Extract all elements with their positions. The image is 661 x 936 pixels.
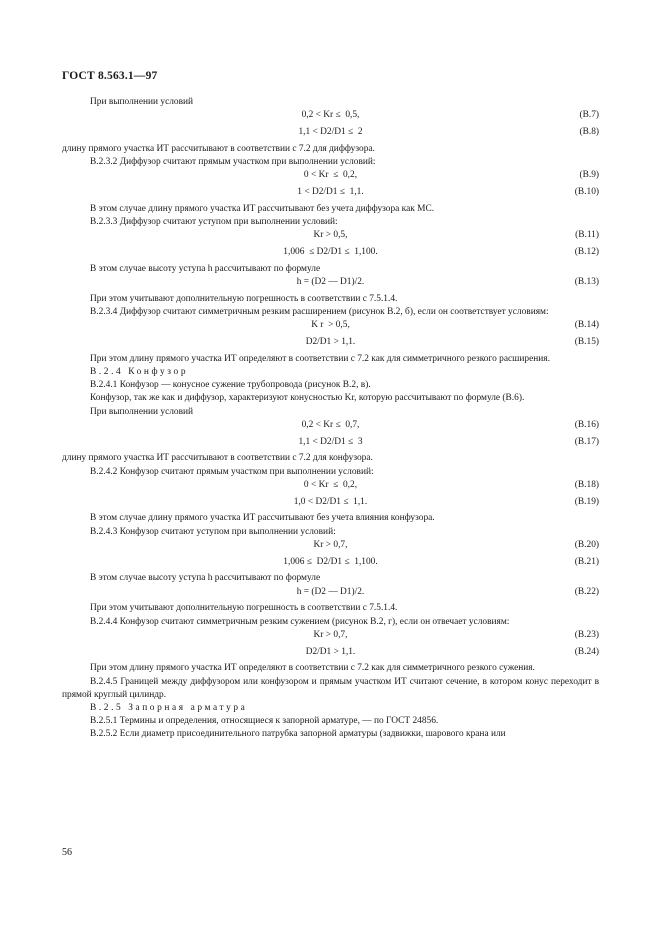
paragraph bbox=[62, 306, 599, 319]
equation-row bbox=[62, 229, 599, 246]
equation-formula: h = (D2 — D1)/2. bbox=[296, 586, 365, 597]
paragraph bbox=[62, 143, 599, 156]
paragraph-text: В этом случае длину прямого участка ИТ рассчитывают без учета влияния конфузора. bbox=[90, 513, 435, 524]
equation-row bbox=[62, 646, 599, 663]
section-heading bbox=[62, 366, 599, 379]
equation-number: (В.7) bbox=[579, 110, 599, 121]
equation-number: (В.21) bbox=[574, 556, 599, 567]
paragraph bbox=[62, 452, 599, 465]
equation-formula: Kr > 0,5, bbox=[313, 230, 348, 241]
equation-number: (В.12) bbox=[574, 247, 599, 257]
equation-formula: K r > 0,5, bbox=[311, 320, 350, 331]
equation-formula: h = (D2 — D1)/2. bbox=[296, 277, 365, 287]
equation-number: (В.24) bbox=[574, 646, 599, 657]
paragraph-text: В.2.5 Запорная арматура bbox=[90, 703, 248, 714]
paragraph-text: Конфузор, так же как и диффузор, характеризуют конусностью Kr, которую рассчитывают по формуле (В.6). bbox=[90, 393, 525, 404]
paragraph-text: В.2.5.2 Если диаметр присоединительного патрубка запорной арматуры (задвижки, шарового крана или bbox=[90, 729, 506, 740]
equation-formula: 0,2 < Kr ≤ 0,7, bbox=[301, 419, 360, 430]
page-number: 56 bbox=[62, 847, 72, 858]
equation-number: (В.11) bbox=[575, 230, 599, 241]
equation-formula: Kr > 0,7, bbox=[313, 629, 348, 640]
paragraph-text: При этом длину прямого участка ИТ определяют в соответствии с 7.2 как для симметричного резкого расширения. bbox=[90, 353, 550, 364]
equation-number: (В.19) bbox=[574, 496, 599, 507]
paragraph bbox=[62, 526, 599, 539]
paragraph-text: При этом учитывают дополнительную погрешность в соответствии с 7.5.1.4. bbox=[90, 293, 398, 304]
equation-number: (В.22) bbox=[574, 586, 599, 597]
paragraph bbox=[62, 715, 599, 728]
equation-number: (В.18) bbox=[574, 479, 599, 490]
document-body bbox=[62, 96, 599, 742]
paragraph-text: При этом учитывают дополнительную погрешность в соответствии с 7.5.1.4. bbox=[90, 603, 398, 614]
paragraph-text: В.2.4.2 Конфузор считают прямым участком при выполнении условий: bbox=[90, 466, 374, 477]
equation-formula: 0 < Kr ≤ 0,2, bbox=[303, 479, 358, 490]
paragraph bbox=[62, 616, 599, 629]
paragraph bbox=[62, 728, 599, 741]
paragraph-text: В этом случае высоту уступа h рассчитывают по формуле bbox=[90, 573, 321, 584]
equation-number: (В.10) bbox=[574, 187, 599, 197]
equation-row bbox=[62, 436, 599, 453]
paragraph bbox=[62, 572, 599, 585]
equation-number: (В.17) bbox=[574, 436, 599, 447]
equation-formula: D2/D1 > 1,1. bbox=[305, 646, 356, 657]
paragraph bbox=[62, 96, 599, 109]
equation-number: (В.15) bbox=[574, 337, 599, 347]
paragraph bbox=[62, 662, 599, 675]
equation-formula: 0 < Kr ≤ 0,2, bbox=[303, 170, 358, 181]
equation-formula: 1,006 ≤ D2/D1 ≤ 1,100. bbox=[283, 556, 378, 567]
equation-row bbox=[62, 169, 599, 186]
paragraph-text: В.2.3.2 Диффузор считают прямым участком при выполнении условий: bbox=[90, 157, 376, 167]
paragraph bbox=[62, 379, 599, 392]
equation-row bbox=[62, 276, 599, 293]
paragraph-text: В.2.4 Конфузор bbox=[90, 367, 189, 377]
equation-row bbox=[62, 186, 599, 203]
paragraph bbox=[62, 676, 599, 702]
equation-number: (В.14) bbox=[574, 320, 599, 331]
equation-formula: 1,1 < D2/D1 ≤ 2 bbox=[298, 127, 363, 137]
paragraph bbox=[62, 216, 599, 229]
paragraph bbox=[62, 392, 599, 405]
paragraph-text: При этом длину прямого участка ИТ определяют в соответствии с 7.2 как для симметричного резкого сужения. bbox=[90, 663, 535, 674]
paragraph-text: длину прямого участка ИТ рассчитывают в соответствии с 7.2 для конфузора. bbox=[62, 453, 373, 464]
section-heading bbox=[62, 702, 599, 715]
paragraph bbox=[62, 263, 599, 276]
paragraph-text: При выполнении условий bbox=[90, 97, 194, 107]
equation-row bbox=[62, 556, 599, 573]
paragraph bbox=[62, 353, 599, 366]
equation-number: (В.20) bbox=[574, 539, 599, 550]
equation-number: (В.16) bbox=[574, 419, 599, 430]
paragraph-text: В этом случае высоту уступа h рассчитывают по формуле bbox=[90, 263, 321, 274]
equation-row bbox=[62, 336, 599, 353]
equation-row bbox=[62, 586, 599, 603]
paragraph-text: В.2.4.5 Границей между диффузором или конфузором и прямым участком ИТ считают сечение, в котором конус переходит в прямой круглый цилиндр. bbox=[62, 676, 599, 700]
paragraph bbox=[62, 293, 599, 306]
paragraph-text: В.2.4.4 Конфузор считают симметричным резким сужением (рисунок В.2, г), если он отвечает условиям: bbox=[90, 616, 510, 627]
equation-row bbox=[62, 496, 599, 513]
equation-row bbox=[62, 419, 599, 436]
paragraph bbox=[62, 466, 599, 479]
paragraph-text: длину прямого участка ИТ рассчитывают в соответствии с 7.2 для диффузора. bbox=[62, 143, 375, 154]
document-header: ГОСТ 8.563.1—97 bbox=[62, 70, 158, 82]
paragraph bbox=[62, 406, 599, 419]
paragraph-text: В этом случае длину прямого участка ИТ рассчитывают без учета диффузора как МС. bbox=[90, 203, 435, 214]
paragraph-text: В.2.3.3 Диффузор считают уступом при выполнении условий: bbox=[90, 217, 338, 227]
paragraph bbox=[62, 602, 599, 615]
paragraph bbox=[62, 156, 599, 169]
equation-number: (В.23) bbox=[574, 629, 599, 640]
equation-number: (В.13) bbox=[574, 277, 599, 287]
equation-row bbox=[62, 319, 599, 336]
equation-row bbox=[62, 126, 599, 143]
equation-row bbox=[62, 246, 599, 263]
equation-row bbox=[62, 539, 599, 556]
equation-row bbox=[62, 629, 599, 646]
paragraph-text: При выполнении условий bbox=[90, 406, 194, 417]
equation-formula: 1,0 < D2/D1 ≤ 1,1. bbox=[293, 496, 368, 507]
equation-formula: 1 < D2/D1 ≤ 1,1. bbox=[297, 187, 364, 197]
paragraph bbox=[62, 512, 599, 525]
equation-formula: D2/D1 > 1,1. bbox=[305, 337, 356, 347]
paragraph-text: В.2.3.4 Диффузор считают симметричным резким расширением (рисунок В.2, б), если он соответствует условиям: bbox=[90, 307, 549, 317]
equation-number: (В.9) bbox=[579, 170, 599, 181]
equation-formula: 1,1 < D2/D1 ≤ 3 bbox=[298, 436, 363, 447]
equation-row bbox=[62, 479, 599, 496]
paragraph-text: В.2.4.1 Конфузор — конусное сужение трубопровода (рисунок В.2, в). bbox=[90, 380, 371, 391]
equation-row bbox=[62, 109, 599, 126]
equation-formula: 0,2 < Kr ≤ 0,5, bbox=[301, 110, 360, 121]
paragraph-text: В.2.5.1 Термины и определения, относящиеся к запорной арматуре, — по ГОСТ 24856. bbox=[90, 716, 439, 727]
paragraph-text: В.2.4.3 Конфузор считают уступом при выполнении условий: bbox=[90, 526, 336, 537]
equation-number: (В.8) bbox=[579, 127, 599, 137]
paragraph bbox=[62, 203, 599, 216]
equation-formula: Kr > 0,7, bbox=[313, 539, 348, 550]
equation-formula: 1,006 ≤ D2/D1 ≤ 1,100. bbox=[283, 247, 378, 257]
